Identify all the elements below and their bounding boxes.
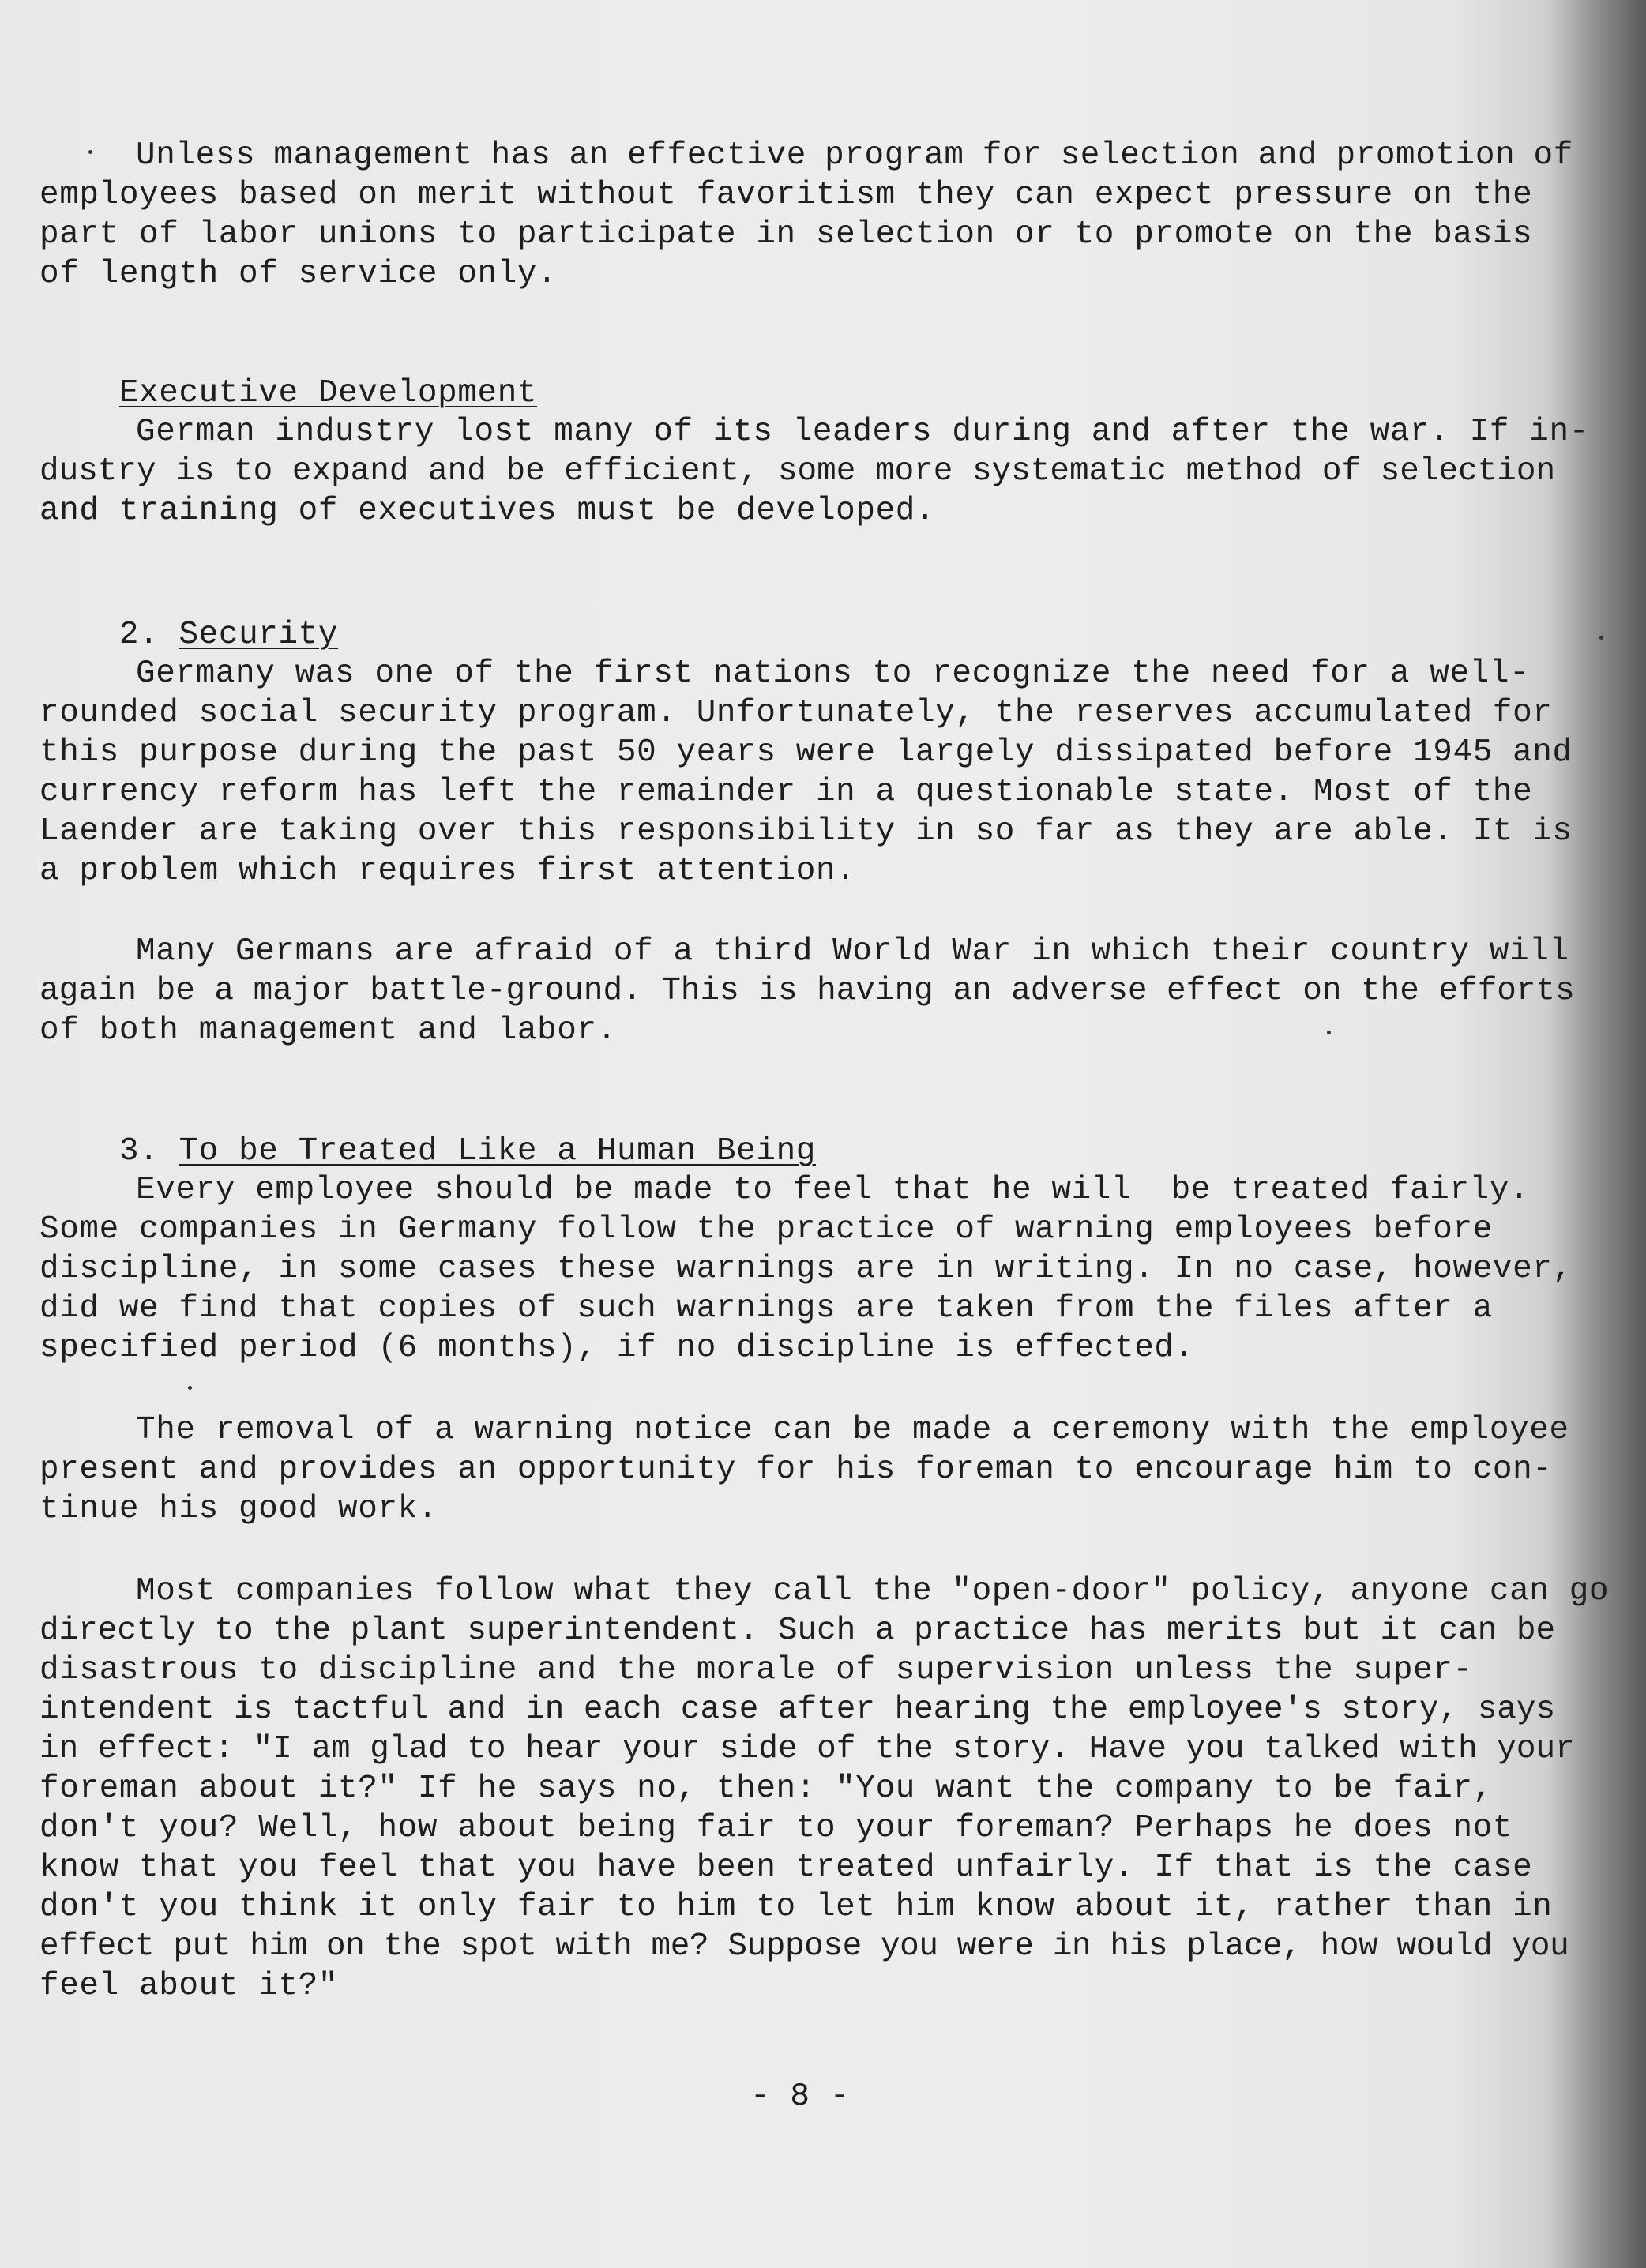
body-text-line: this purpose during the past 50 years were largely dissipated before 1945 and — [39, 734, 1573, 771]
body-text-line: Many Germans are afraid of a third World War in which their country will — [136, 933, 1569, 970]
body-text-line: rounded social security program. Unfortunately, the reserves accumulated for — [39, 695, 1553, 731]
body-text-line: don't you? Well, how about being fair to your foreman? Perhaps he does not — [39, 1810, 1513, 1846]
page-number: - 8 - — [750, 2078, 851, 2115]
section-heading-number: 2. — [118, 617, 179, 653]
body-text-line: of length of service only. — [39, 256, 558, 292]
scan-speck — [88, 150, 92, 154]
body-text-line: employees based on merit without favoritism they can expect pressure on the — [39, 177, 1533, 213]
body-text-line: Most companies follow what they call the "open-door" policy, anyone can go — [136, 1573, 1610, 1609]
body-text-line: Unless management has an effective program for selection and promotion of — [136, 137, 1573, 174]
section-heading-title: To be Treated Like a Human Being — [179, 1133, 816, 1170]
body-text-line: feel about it?" — [39, 1968, 339, 2004]
body-text-line: tinue his good work. — [39, 1491, 438, 1527]
body-text-line: present and provides an opportunity for his foreman to encourage him to con- — [39, 1451, 1553, 1488]
body-text-line: Germany was one of the first nations to recognize the need for a well- — [136, 655, 1530, 692]
body-text-line: currency reform has left the remainder in a questionable state. Most of the — [39, 774, 1533, 810]
body-text-line: effect put him on the spot with me? Suppose you were in his place, how would you — [39, 1928, 1569, 1965]
scan-speck — [188, 1386, 192, 1390]
body-text-line: dustry is to expand and be efficient, some more systematic method of selection — [39, 453, 1556, 490]
section-heading-title: Executive Development — [118, 375, 538, 411]
body-text-line: Some companies in Germany follow the practice of warning employees before — [39, 1211, 1493, 1248]
body-text-line: don't you think it only fair to him to let him know about it, rather than in — [39, 1889, 1553, 1925]
body-text-line: directly to the plant superintendent. Such a practice has merits but it can be — [39, 1613, 1556, 1649]
body-text-line: foreman about it?" If he says no, then: "You want the company to be fair, — [39, 1770, 1493, 1807]
body-text-line: disastrous to discipline and the morale of supervision unless the super- — [39, 1652, 1473, 1688]
body-text-line: in effect: "I am glad to hear your side of the story. Have you talked with your — [39, 1731, 1575, 1767]
scan-speck — [1599, 636, 1603, 640]
body-text-line: German industry lost many of its leaders during and after the war. If in- — [136, 414, 1589, 450]
body-text-line: discipline, in some cases these warnings are in writing. In no case, however, — [39, 1251, 1573, 1287]
body-text-line: specified period (6 months), if no discipline is effected. — [39, 1330, 1194, 1366]
scan-speck — [1327, 1031, 1331, 1034]
body-text-line: and training of executives must be developed. — [39, 493, 936, 529]
body-text-line: Every employee should be made to feel that he will be treated fairly. — [136, 1172, 1530, 1208]
body-text-line: Laender are taking over this responsibility in so far as they are able. It is — [39, 813, 1573, 850]
section-heading-number: 3. — [118, 1133, 179, 1170]
body-text-line: again be a major battle-ground. This is having an adverse effect on the efforts — [39, 973, 1575, 1009]
body-text-line: did we find that copies of such warnings are taken from the files after a — [39, 1290, 1493, 1327]
body-text-line: The removal of a warning notice can be made a ceremony with the employee — [136, 1412, 1569, 1448]
body-text-line: know that you feel that you have been treated unfairly. If that is the case — [39, 1849, 1533, 1886]
body-text-line: a problem which requires first attention. — [39, 853, 856, 889]
section-heading-title: Security — [179, 617, 339, 653]
body-text-line: of both management and labor. — [39, 1012, 617, 1049]
body-text-line: intendent is tactful and in each case after hearing the employee's story, says — [39, 1692, 1556, 1728]
body-text-line: part of labor unions to participate in selection or to promote on the basis — [39, 216, 1533, 253]
